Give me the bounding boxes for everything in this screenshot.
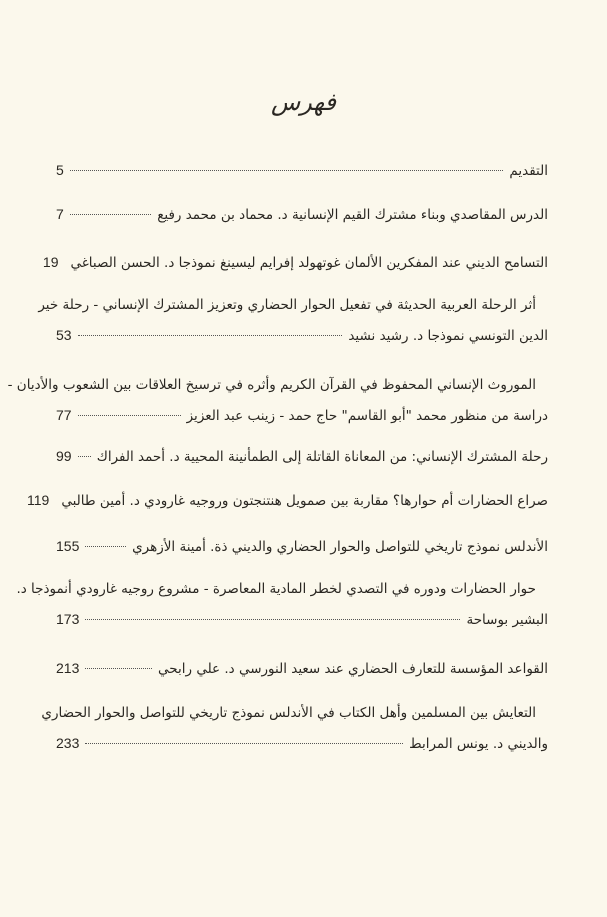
entry-title: الأندلس نموذج تاريخي للتواصل والحوار الحضاري والديني ذة. أمينة الأزهري <box>132 539 548 555</box>
page-number: 213 <box>56 660 80 676</box>
toc-entry[interactable] <box>7 370 548 430</box>
dot-leader <box>85 546 126 547</box>
toc-entry[interactable] <box>56 653 548 683</box>
toc-entry[interactable] <box>27 485 548 515</box>
page-number: 19 <box>42 254 59 270</box>
entry-title: التسامح الديني عند المفكرين الألمان غوتهولد إفرايم ليسينغ نموذجا د. الحسن الصباغي <box>70 255 548 271</box>
entry-title: الدرس المقاصدي وبناء مشترك القيم الإنسانية د. محماد بن محمد رفيع <box>157 207 548 223</box>
entry-title: التعايش بين المسلمين وأهل الكتاب في الأندلس نموذج تاريخي للتواصل والحوار الحضاري <box>41 705 536 721</box>
toc-entry[interactable] <box>56 441 548 471</box>
dot-leader <box>70 170 504 171</box>
dot-leader <box>85 668 152 669</box>
entry-title-cont: الدين التونسي نموذجا د. رشيد نشيد <box>348 328 548 344</box>
page-number: 77 <box>56 407 72 423</box>
entry-title-cont: البشير بوساحة <box>466 612 548 628</box>
dot-leader <box>78 335 343 336</box>
entry-title-cont: دراسة من منظور محمد "أبو القاسم" حاج حمد - زينب عبد العزيز <box>186 408 548 424</box>
dot-leader <box>85 743 403 744</box>
dot-leader <box>78 456 91 457</box>
entry-title-cont: والديني د. يونس المرابط <box>409 736 548 752</box>
toc-entry[interactable] <box>56 155 548 185</box>
page-number: 99 <box>56 448 72 464</box>
page-number: 155 <box>56 538 80 554</box>
entry-title: القواعد المؤسسة للتعارف الحضاري عند سعيد النورسي د. علي رابحي <box>158 661 548 677</box>
page-number: 7 <box>56 206 64 222</box>
toc-entry[interactable] <box>16 574 548 634</box>
entry-title: أثر الرحلة العربية الحديثة في تفعيل الحوار الحضاري وتعزيز المشترك الإنساني - رحلة خير <box>38 297 536 313</box>
entry-title: رحلة المشترك الإنساني: من المعاناة القاتلة إلى الطمأنينة المحيية د. أحمد الفراك <box>96 449 548 465</box>
page-title: فهرس <box>270 88 337 116</box>
toc-entry[interactable] <box>41 698 548 758</box>
toc-entry[interactable] <box>56 199 548 229</box>
page-number: 53 <box>56 327 72 343</box>
page-number: 119 <box>27 492 50 508</box>
entry-title: الموروث الإنساني المحفوظ في القرآن الكريم وأثره في ترسيخ العلاقات بين الشعوب والأديان - <box>7 377 536 393</box>
toc-entry[interactable] <box>38 290 548 350</box>
toc-entry[interactable] <box>56 531 548 561</box>
dot-leader <box>78 415 181 416</box>
page-number: 5 <box>56 162 64 178</box>
entry-title: حوار الحضارات ودوره في التصدي لخطر المادية المعاصرة - مشروع روجيه غارودي أنموذجا د. <box>16 581 536 597</box>
dot-leader <box>85 619 460 620</box>
entry-title: صراع الحضارات أم حوارها؟ مقاربة بين صمويل هنتنجتون وروجيه غارودي د. أمين طالبي <box>61 493 548 509</box>
page-number: 173 <box>56 611 80 627</box>
entry-title: التقديم <box>509 163 548 179</box>
page-number: 233 <box>56 735 80 751</box>
dot-leader <box>70 214 151 215</box>
toc-entry[interactable] <box>42 247 548 277</box>
